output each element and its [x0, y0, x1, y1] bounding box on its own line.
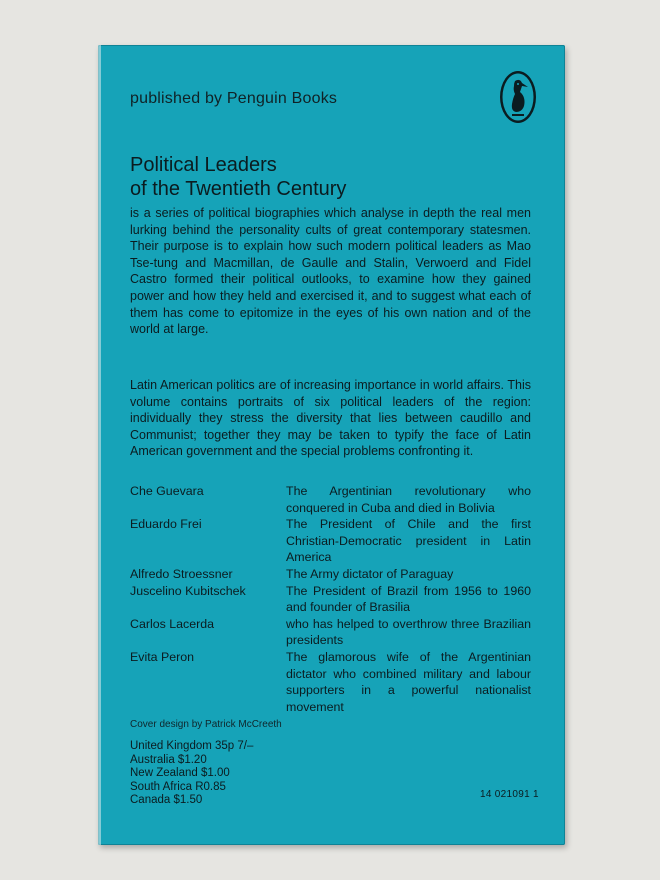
leader-name: Alfredo Stroessner [130, 566, 233, 581]
leader-description: The Army dictator of Paraguay [286, 566, 454, 581]
leader-row [130, 516, 531, 566]
leader-name: Che Guevara [130, 484, 204, 498]
leader-row [130, 583, 531, 616]
price-uk: United Kingdom 35p 7/– [130, 740, 254, 752]
book-back-cover [98, 45, 565, 845]
leader-name: Carlos Lacerda [130, 616, 215, 631]
leaders-list [130, 483, 531, 715]
isbn-number: 14 021091 1 [480, 789, 539, 800]
leader-row [130, 649, 531, 715]
leader-description: who has helped to overthrow three Brazilian presidents [286, 616, 531, 648]
price-australia: Australia $1.20 [130, 753, 207, 766]
leader-description: The President of Chile and the first Christian-Democratic president in Latin America [286, 517, 531, 565]
volume-description: Latin American politics are of increasing importance in world affairs. This volume contains portraits of six political leaders of the region: individually they stress the diversity that lies between caudillo and Communist; together they may be taken to typify the face of Latin American government and the special problems confronting it. [130, 378, 531, 459]
price-canada: Canada $1.50 [130, 794, 203, 807]
series-title [130, 153, 346, 201]
leader-row [130, 616, 531, 649]
leader-name: Juscelino Kubitschek [130, 583, 246, 598]
series-title-line-2: of the Twentieth Century [130, 178, 347, 200]
leader-description: The Argentinian revolutionary who conquered in Cuba and died in Bolivia [286, 484, 531, 515]
leader-row [130, 566, 531, 583]
series-title-line-1: Political Leaders [130, 154, 277, 176]
leader-row [130, 483, 531, 516]
penguin-pelican-logo-icon [498, 69, 538, 125]
price-new-zealand: New Zealand $1.00 [130, 767, 230, 780]
leader-name: Evita Peron [130, 649, 195, 664]
leader-description: The glamorous wife of the Argentinian dictator who combined military and labour supporters in a powerful nationalist movement [286, 649, 531, 714]
publisher-line: published by Penguin Books [130, 90, 338, 107]
price-south-africa: South Africa R0.85 [130, 780, 226, 793]
leader-description: The President of Brazil from 1956 to 1960 and founder of Brasilia [286, 583, 531, 615]
cover-design-credit: Cover design by Patrick McCreeth [130, 719, 282, 730]
price-list [130, 740, 253, 808]
series-description: is a series of political biographies which analyse in depth the real men lurking behind the personality cults of great contemporary statesmen. Their purpose is to explain how such modern political leaders as Mao Tse-tung and Macmillan, de Gaulle and Stalin, Verwoerd and Fidel Castro formed their political outlooks, to examine how they gained power and how they held and exercised it, and to suggest what each of them has come to epitomize in the eyes of his own nation and of the world at large. [130, 206, 531, 337]
leader-name: Eduardo Frei [130, 517, 202, 532]
